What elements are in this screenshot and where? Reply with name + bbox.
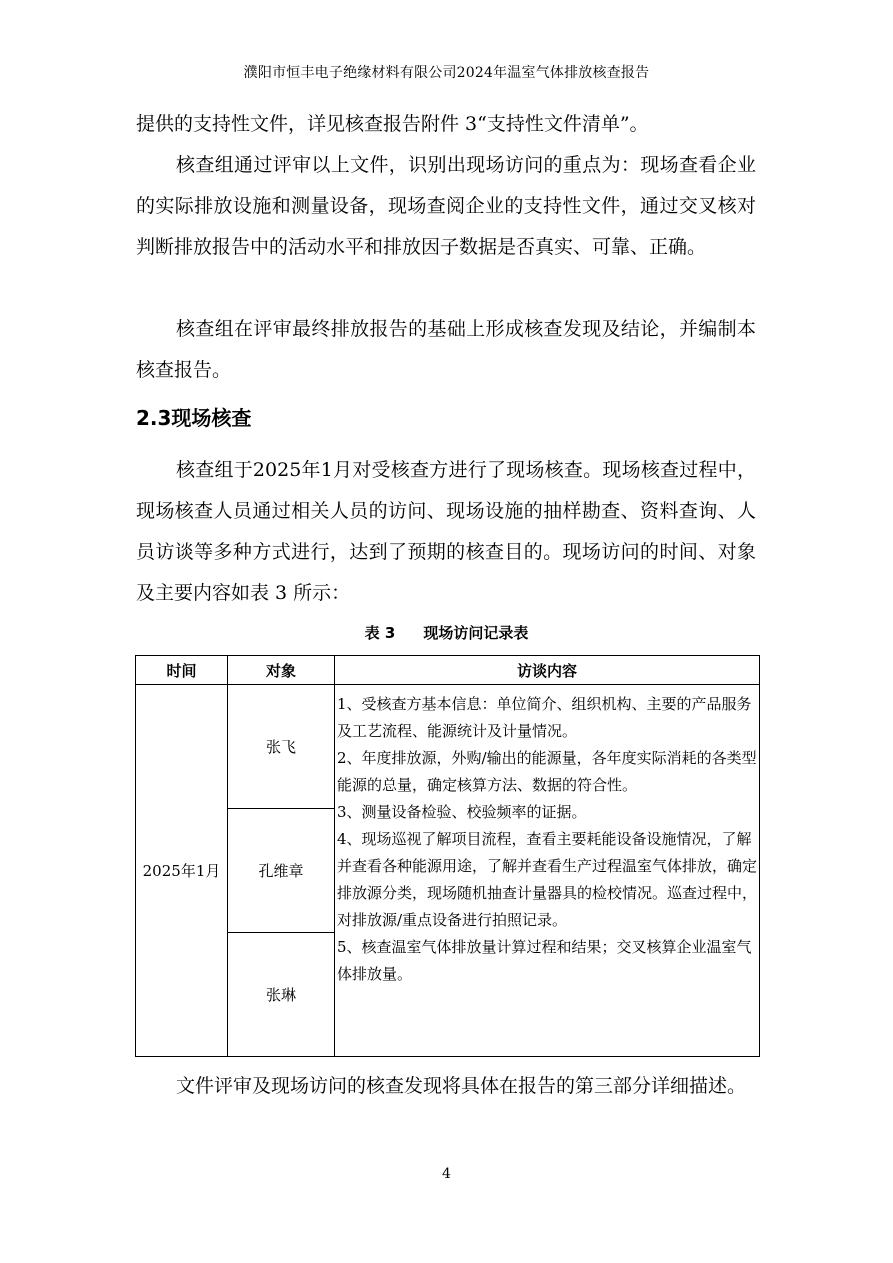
paragraph-site-verification: 核查组于2025年1月对受核查方进行了现场核查。现场核查过程中，现场核查人员通过相关人员的访问、现场设施的抽样勘查、资料查询、人员访谈等多种方式进行，达到了预期的核查目的。现场访问的时间、对象及主要内容如表 3 所示： (136, 459, 756, 604)
table-caption-number: 表 3 (364, 624, 396, 642)
cell-object: 张飞 (228, 685, 335, 809)
paragraph-supporting-docs: 提供的支持性文件，详见核查报告附件 3“支持性文件清单”。 (136, 113, 649, 135)
header-time: 时间 (136, 656, 228, 685)
content-item-1: 1、受核查方基本信息：单位简介、组织机构、主要的产品服务及工艺流程、能源统计及计量情况。 (337, 695, 752, 740)
page-header: 濮阳市恒丰电子绝缘材料有限公司2024年温室气体排放核查报告 (243, 65, 650, 81)
visit-record-table (135, 655, 760, 1057)
header-content: 访谈内容 (335, 656, 760, 685)
paragraph-site-visit-focus: 核查组通过评审以上文件，识别出现场访问的重点为：现场查看企业的实际排放设施和测量设备，现场查阅企业的支持性文件，通过交叉核对判断排放报告中的活动水平和排放因子数据是否真实、可靠、正确。 (136, 154, 756, 258)
paragraph-findings-note: 文件评审及现场访问的核查发现将具体在报告的第三部分详细描述。 (176, 1075, 747, 1097)
cell-object: 孔维章 (228, 809, 335, 933)
cell-object: 张琳 (228, 933, 335, 1057)
page-number: 4 (442, 1166, 451, 1182)
table-caption-title: 现场访问记录表 (423, 624, 529, 642)
table-header-row (136, 656, 760, 685)
section-heading: 2.3现场核查 (136, 406, 252, 430)
paragraph-report-conclusion: 核查组在评审最终排放报告的基础上形成核查发现及结论，并编制本核查报告。 (136, 318, 756, 381)
content-item-5: 5、核查温室气体排放量计算过程和结果；交叉核算企业温室气体排放量。 (337, 938, 752, 983)
content-item-2: 2、年度排放源，外购/输出的能源量，各年度实际消耗的各类型能源的总量，确定核算方法、数据的符合性。 (337, 749, 757, 794)
cell-time: 2025年1月 (136, 685, 228, 1057)
table-caption (0, 622, 893, 643)
content-item-3: 3、测量设备检验、校验频率的证据。 (337, 803, 587, 821)
cell-interview-content (335, 685, 760, 1057)
content-item-4: 4、现场巡视了解项目流程，查看主要耗能设备设施情况，了解并查看各种能源用途，了解并查看生产过程温室气体排放，确定排放源分类，现场随机抽查计量器具的检校情况。巡查过程中，对排放源/重点设备进行拍照记录。 (337, 830, 758, 929)
header-object: 对象 (228, 656, 335, 685)
table-row (136, 685, 760, 809)
